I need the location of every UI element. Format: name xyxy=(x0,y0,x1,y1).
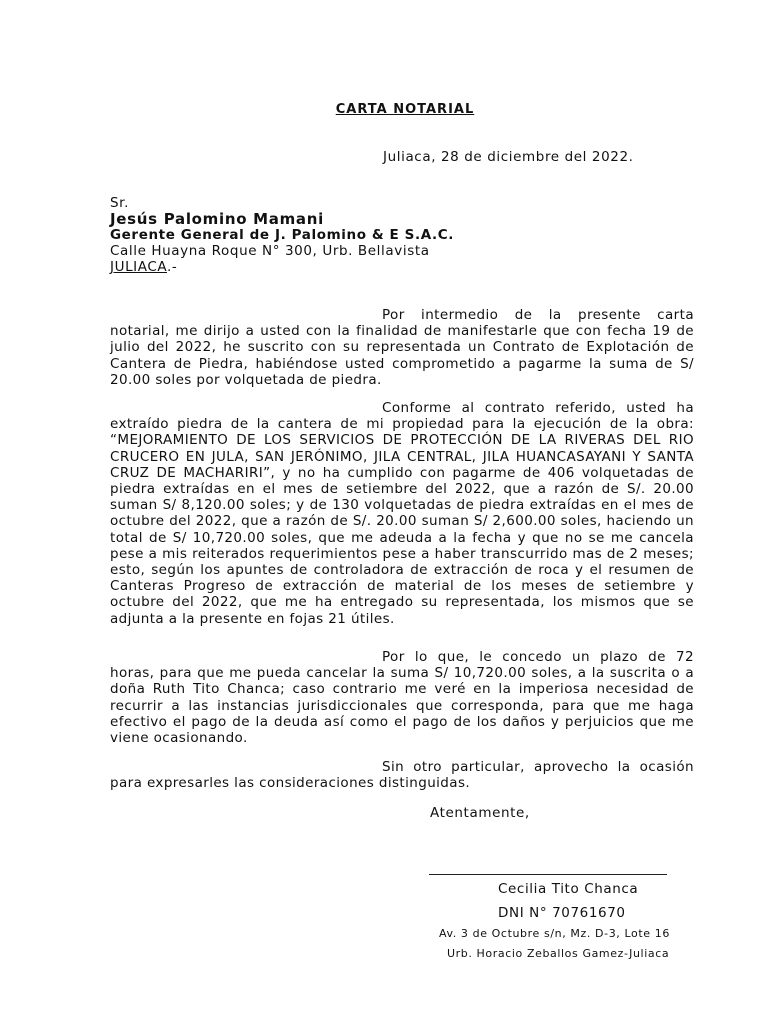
document-title: CARTA NOTARIAL xyxy=(335,102,475,117)
date-line: Juliaca, 28 de diciembre del 2022. xyxy=(383,149,634,165)
recipient-city-suffix: .- xyxy=(167,259,178,275)
signer-dni: DNI N° 70761670 xyxy=(498,905,626,921)
recipient-city-line xyxy=(110,259,454,275)
signer-address-2: Urb. Horacio Zeballos Gamez-Juliaca xyxy=(447,947,670,960)
signature-line xyxy=(429,874,667,875)
closing-line: Atentamente, xyxy=(430,805,530,821)
recipient-salutation: Sr. xyxy=(110,195,129,211)
signer-name: Cecilia Tito Chanca xyxy=(498,881,639,897)
paragraph-4: Sin otro particular, aprovecho la ocasión para expresarles las consideraciones distinguidas. xyxy=(110,759,694,792)
recipient-city: JULIACA xyxy=(110,259,167,275)
paragraph-3: Por lo que, le concedo un plazo de 72 horas, para que me pueda cancelar la suma S/ 10,720.00 soles, a la suscrita o a doña Ruth Tito Chanca; caso contrario me veré en la imperiosa necesidad de recurrir a las instancias jurisdiccionales que corresponda, para que me haga efectivo el pago de la deuda así como el pago de los daños y perjuicios que me viene ocasionando. xyxy=(110,649,694,747)
recipient-role: Gerente General de J. Palomino & E S.A.C. xyxy=(110,227,454,243)
signer-address-1: Av. 3 de Octubre s/n, Mz. D-3, Lote 16 xyxy=(439,927,670,940)
paragraph-2: Conforme al contrato referido, usted ha extraído piedra de la cantera de mi propiedad para la ejecución de la obra: “MEJORAMIENTO DE LOS SERVICIOS DE PROTECCIÓN DE LA RIVERAS DEL RIO CRUCERO EN JULA, SAN JERÓNIMO, JILA CENTRAL, JILA HUANCASAYANI Y SANTA CRUZ DE MACHARIRI”, y no ha cumplido con pagarme de 406 volquetadas de piedra extraídas en el mes de setiembre del 2022, que a razón de S/. 20.00 suman S/ 8,120.00 soles; y de 130 volquetadas de piedra extraídas en el mes de octubre del 2022, que a razón de S/. 20.00 suman S/ 2,600.00 soles, haciendo un total de S/ 10,720.00 soles, que me adeuda a la fecha y que no se me cancela pese a mis reiterados requerimientos pese a haber transcurrido mas de 2 meses; esto, según los apuntes de controladora de extracción de roca y el resumen de Canteras Progreso de extracción de material de los meses de setiembre y octubre del 2022, que me ha entregado su representada, los mismos que se adjunta a la presente en fojas 21 útiles. xyxy=(110,400,694,627)
recipient-street: Calle Huayna Roque N° 300, Urb. Bellavista xyxy=(110,243,430,259)
recipient-block xyxy=(110,195,454,275)
recipient-name: Jesús Palomino Mamani xyxy=(110,210,324,228)
paragraph-1: Por intermedio de la presente carta notarial, me dirijo a usted con la finalidad de manifestarle que con fecha 19 de julio del 2022, he suscrito con su representada un Contrato de Explotación de Cantera de Piedra, habiéndose usted comprometido a pagarme la suma de S/ 20.00 soles por volquetada de piedra. xyxy=(110,307,694,388)
